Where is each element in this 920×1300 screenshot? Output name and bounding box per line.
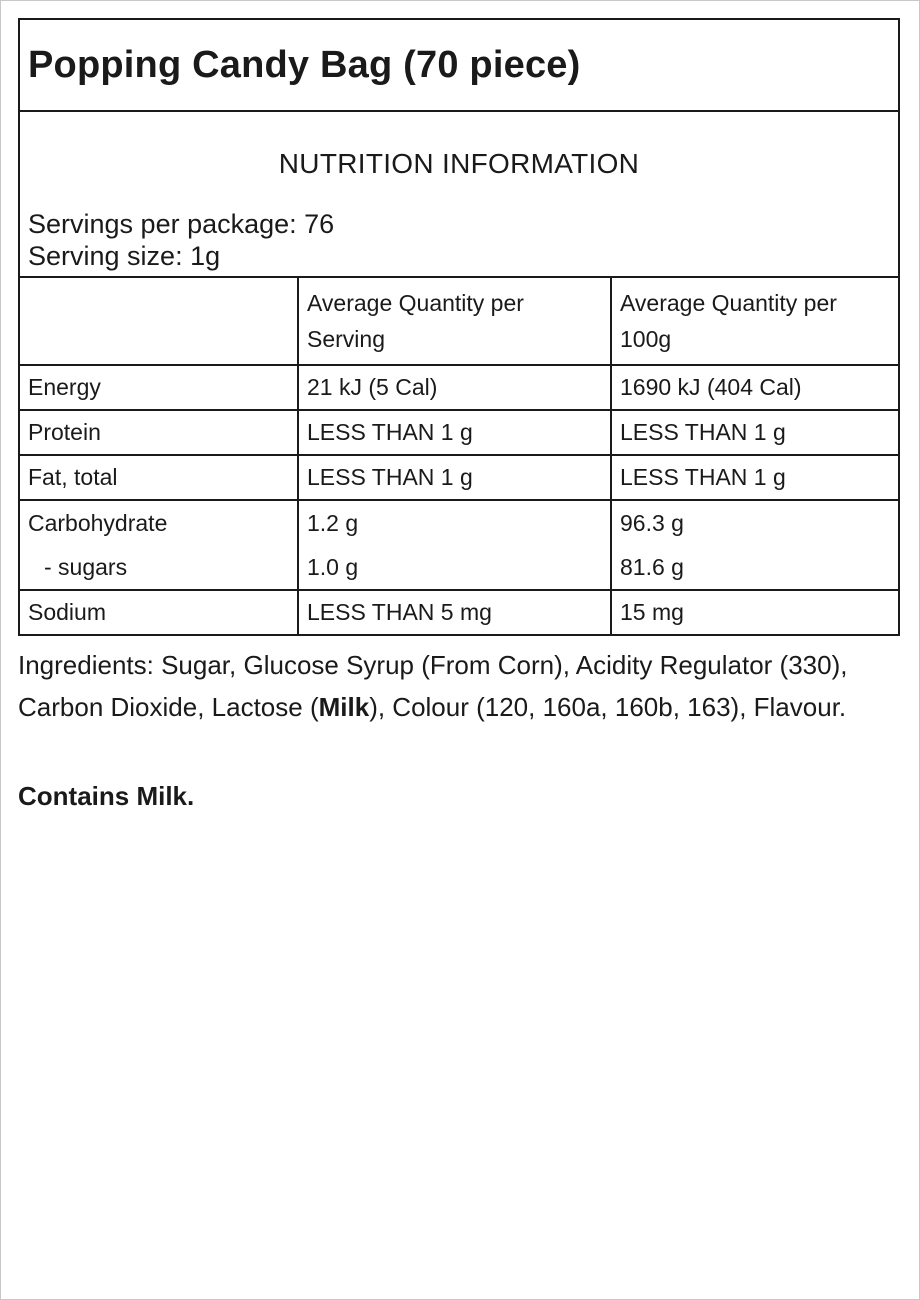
protein-per-serving: LESS THAN 1 g [298, 410, 611, 455]
protein-per-100g: LESS THAN 1 g [611, 410, 898, 455]
nutrition-panel [18, 18, 900, 636]
servings-per-package: Servings per package: 76 [28, 209, 335, 239]
energy-per-serving: 21 kJ (5 Cal) [298, 365, 611, 410]
title-row [20, 20, 898, 112]
sugars-per-100g: 81.6 g [620, 554, 684, 580]
table-row [20, 410, 898, 455]
nutrition-heading-block [20, 112, 898, 278]
row-label-fat: Fat, total [20, 455, 298, 500]
table-row [20, 455, 898, 500]
energy-per-100g: 1690 kJ (404 Cal) [611, 365, 898, 410]
servings-info [28, 208, 334, 272]
sugars-per-serving: 1.0 g [307, 554, 359, 580]
table-header-row [20, 278, 898, 365]
table-row [20, 590, 898, 634]
nutrition-heading: NUTRITION INFORMATION [278, 148, 640, 179]
nutrition-table [20, 278, 898, 634]
product-title: Popping Candy Bag (70 piece) [28, 43, 581, 86]
carbohydrate-per-100g-cell [611, 500, 898, 590]
ingredients-allergen: Milk [318, 692, 370, 722]
fat-per-100g: LESS THAN 1 g [611, 455, 898, 500]
sodium-per-100g: 15 mg [611, 590, 898, 634]
carbohydrate-per-100g: 96.3 g [620, 510, 684, 536]
ingredients-prefix: Ingredients: Sugar, Glucose Syrup (From Corn), Acidity Regulator (330), Carbon Dioxide, Lactose ( [18, 650, 848, 722]
row-label-energy: Energy [20, 365, 298, 410]
carbohydrate-per-serving-cell [298, 500, 611, 590]
row-label-sodium: Sodium [20, 590, 298, 634]
fat-per-serving: LESS THAN 1 g [298, 455, 611, 500]
header-label-cell [20, 278, 298, 365]
carbohydrate-per-serving: 1.2 g [307, 510, 359, 536]
ingredients-suffix: ), Colour (120, 160a, 160b, 163), Flavour. [369, 692, 847, 722]
header-per-100g: Average Quantity per 100g [611, 278, 898, 365]
allergen-statement: Contains Milk. [18, 781, 195, 811]
sodium-per-serving: LESS THAN 5 mg [298, 590, 611, 634]
row-label-carbohydrate: Carbohydrate [28, 510, 168, 536]
carbohydrate-label-cell [20, 500, 298, 590]
header-per-serving: Average Quantity per Serving [298, 278, 611, 365]
row-label-sugars: - sugars [44, 554, 128, 580]
table-row [20, 500, 898, 590]
serving-size: Serving size: 1g [28, 241, 221, 271]
table-row [20, 365, 898, 410]
ingredients-text [18, 644, 900, 728]
row-label-protein: Protein [20, 410, 298, 455]
